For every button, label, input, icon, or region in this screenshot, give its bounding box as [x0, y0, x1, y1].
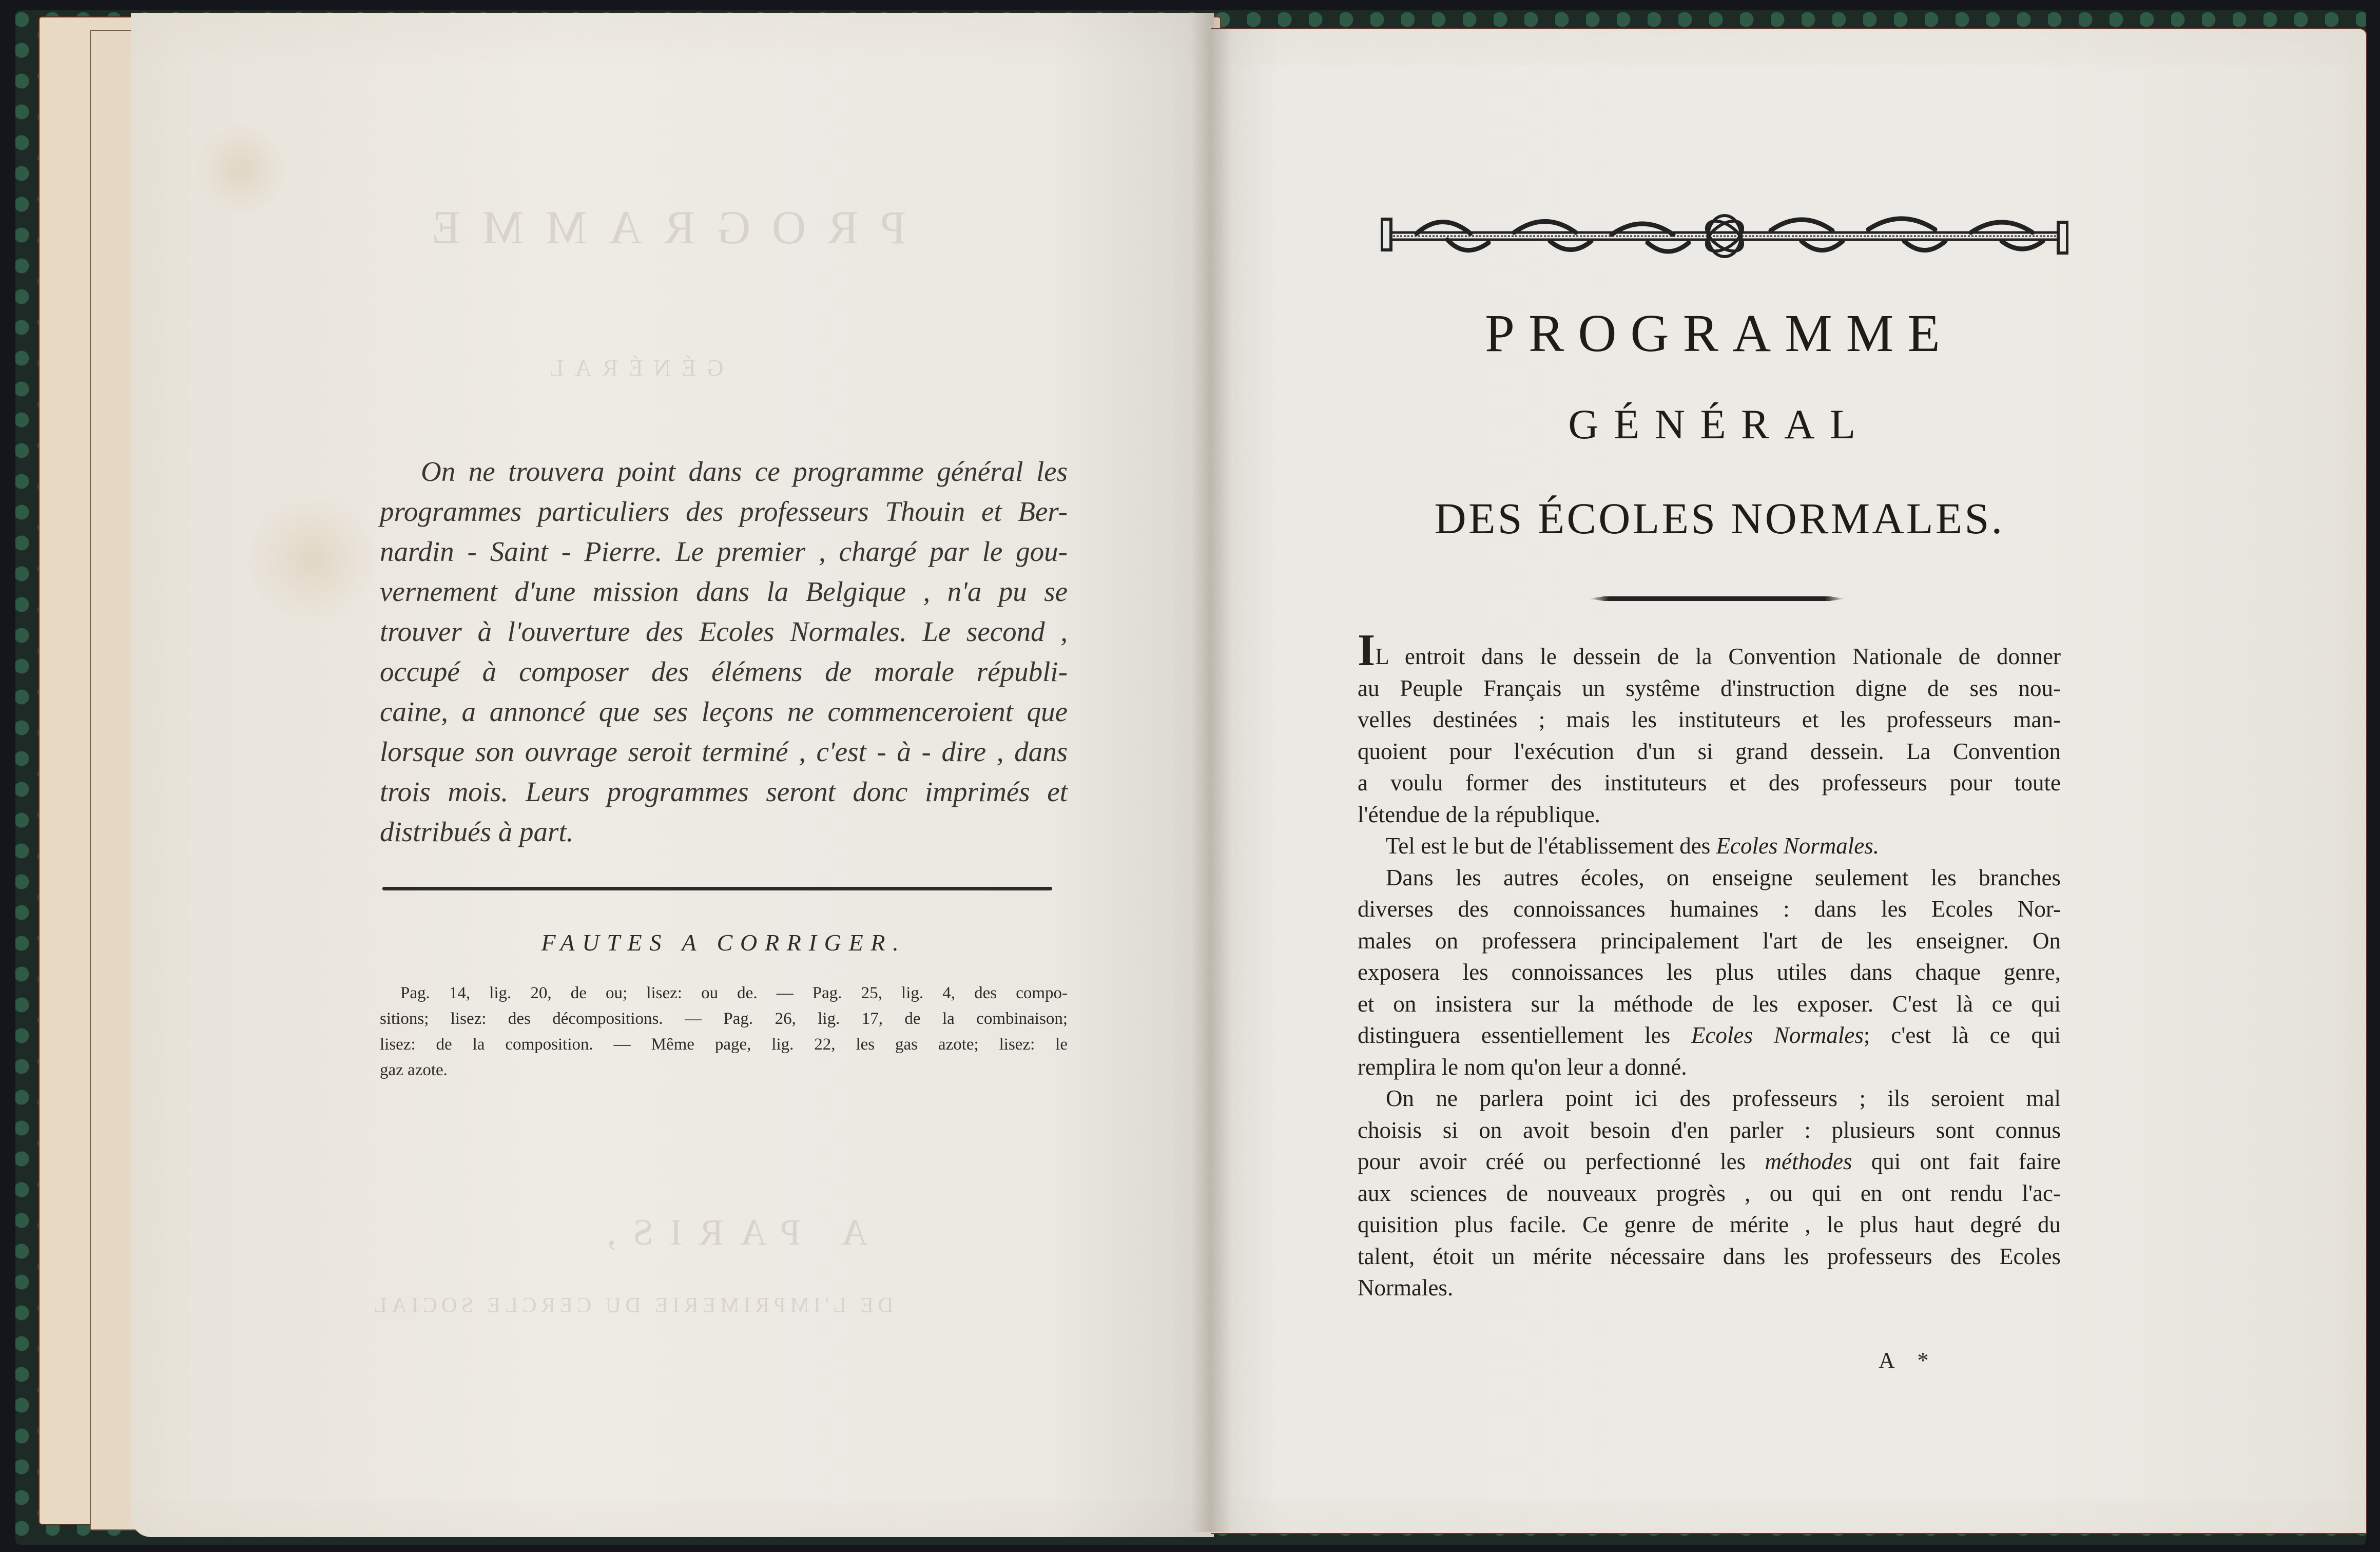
show-through-title: PROGRAMME	[411, 201, 906, 254]
body-line	[1358, 830, 2061, 862]
errata-line: gaz azote.	[380, 1061, 448, 1079]
show-through-imprint-city: A PARIS,	[590, 1212, 868, 1253]
headpiece-ornament-icon	[1381, 213, 2068, 259]
body-line: quoient pour l'exécution d'un si grand dessein. La Convention	[1358, 738, 2061, 764]
notice-line: On ne trouvera point dans ce programme général les	[421, 456, 1068, 487]
body-line: remplira le nom qu'on leur a donné.	[1358, 1054, 1687, 1080]
body-line: et on insistera sur la méthode de les exposer. C'est là ce qui	[1358, 991, 2061, 1017]
drop-cap: I	[1358, 626, 1376, 675]
notice-line: trouver à l'ouverture des Ecoles Normales. Le second ,	[380, 616, 1068, 647]
notice-line: vernement d'une mission dans la Belgique , n'a pu se	[380, 576, 1068, 607]
foxing-stain	[195, 123, 287, 216]
body-line: velles destinées ; mais les instituteurs et les professeurs man-	[1358, 707, 2061, 732]
tapered-rule	[1589, 596, 1845, 601]
horizontal-rule	[382, 887, 1052, 890]
body-line: a voulu former des instituteurs et des professeurs pour toute	[1358, 770, 2061, 796]
notice-line: lorsque son ouvrage seroit terminé , c'est - à - dire , dans	[380, 736, 1068, 767]
page-subtitle: GÉNÉRAL	[1568, 401, 1871, 448]
body-line-text: L entroit dans le dessein de la Convention Nationale de donner	[1375, 644, 2061, 669]
notice-line: distribués à part.	[380, 816, 574, 847]
body-line-italic: Ecoles Normales	[1691, 1022, 1864, 1048]
errata-list	[380, 980, 1068, 1083]
errata-heading: FAUTES A CORRIGER.	[541, 929, 906, 956]
body-line: quisition plus facile. Ce genre de mérite , le plus haut degré du	[1358, 1212, 2061, 1237]
book-gutter	[1191, 13, 1232, 1532]
body-line: au Peuple Français un systême d'instruction digne de ses nou-	[1358, 675, 2061, 701]
body-text	[1358, 626, 2061, 1304]
body-line: aux sciences de nouveaux progrès , ou qui en ont rendu l'ac-	[1358, 1180, 2061, 1206]
signature-mark: A *	[1879, 1348, 1938, 1373]
body-line: choisis si on avoit besoin d'en parler : plusieurs sont connus	[1358, 1117, 2061, 1143]
errata-line: Pag. 14, lig. 20, de ou; lisez: ou de. — Pag. 25, lig. 4, des compo-	[400, 984, 1068, 1002]
body-line: diverses des connoissances humaines : dans les Ecoles Nor-	[1358, 896, 2061, 922]
notice-line: occupé à composer des élémens de morale républi-	[380, 656, 1068, 687]
body-line: males on professera principalement l'art de les enseigner. On	[1358, 927, 2061, 954]
body-line: exposera les connoissances les plus utiles dans chaque genre,	[1358, 959, 2061, 985]
body-line: l'étendue de la république.	[1358, 801, 1600, 827]
body-line-text: distinguera essentiellement les	[1358, 1022, 1692, 1048]
show-through-subtitle: GÉNÉRAL	[539, 355, 724, 381]
body-line: On ne parlera point ici des professeurs ; ils seroient mal	[1386, 1085, 2061, 1111]
notice-line: programmes particuliers des professeurs Thouin et Ber-	[380, 496, 1068, 527]
show-through-imprint-line: DE L'IMPRIMERIE DU CERCLE SOCIAL	[370, 1294, 894, 1317]
body-line-italic: Ecoles Normales.	[1716, 833, 1880, 859]
errata-line: sitions; lisez: des décompositions. — Pag. 26, lig. 17, de la combinaison;	[380, 1010, 1068, 1028]
body-line-italic: méthodes	[1765, 1149, 1852, 1174]
page-title: PROGRAMME	[1485, 304, 1954, 363]
body-line	[1358, 626, 2061, 675]
body-line-text: qui ont fait faire	[1852, 1149, 2061, 1174]
page-subtitle-secondary: DES ÉCOLES NORMALES.	[1434, 494, 2005, 543]
body-line: talent, étoit un mérite nécessaire dans les professeurs des Ecoles	[1358, 1243, 2061, 1269]
body-line: Dans les autres écoles, on enseigne seulement les branches	[1386, 864, 2061, 890]
notice-line: trois mois. Leurs programmes seront donc imprimés et	[380, 776, 1068, 807]
body-line	[1358, 1146, 2061, 1178]
notice-paragraph	[380, 452, 1068, 852]
body-line-text: pour avoir créé ou perfectionné les	[1358, 1149, 1765, 1174]
notice-line: nardin - Saint - Pierre. Le premier , chargé par le gou-	[380, 536, 1068, 567]
notice-line: caine, a annoncé que ses leçons ne commenceroient que	[380, 696, 1068, 727]
errata-line: lisez: de la composition. — Même page, lig. 22, les gas azote; lisez: le	[380, 1035, 1068, 1054]
body-line	[1358, 1020, 2061, 1052]
body-line-text: Tel est le but de l'établissement des	[1386, 833, 1716, 859]
body-line: Normales.	[1358, 1275, 1454, 1301]
foxing-stain	[246, 493, 380, 626]
body-line-text: ; c'est là ce qui	[1863, 1022, 2061, 1048]
